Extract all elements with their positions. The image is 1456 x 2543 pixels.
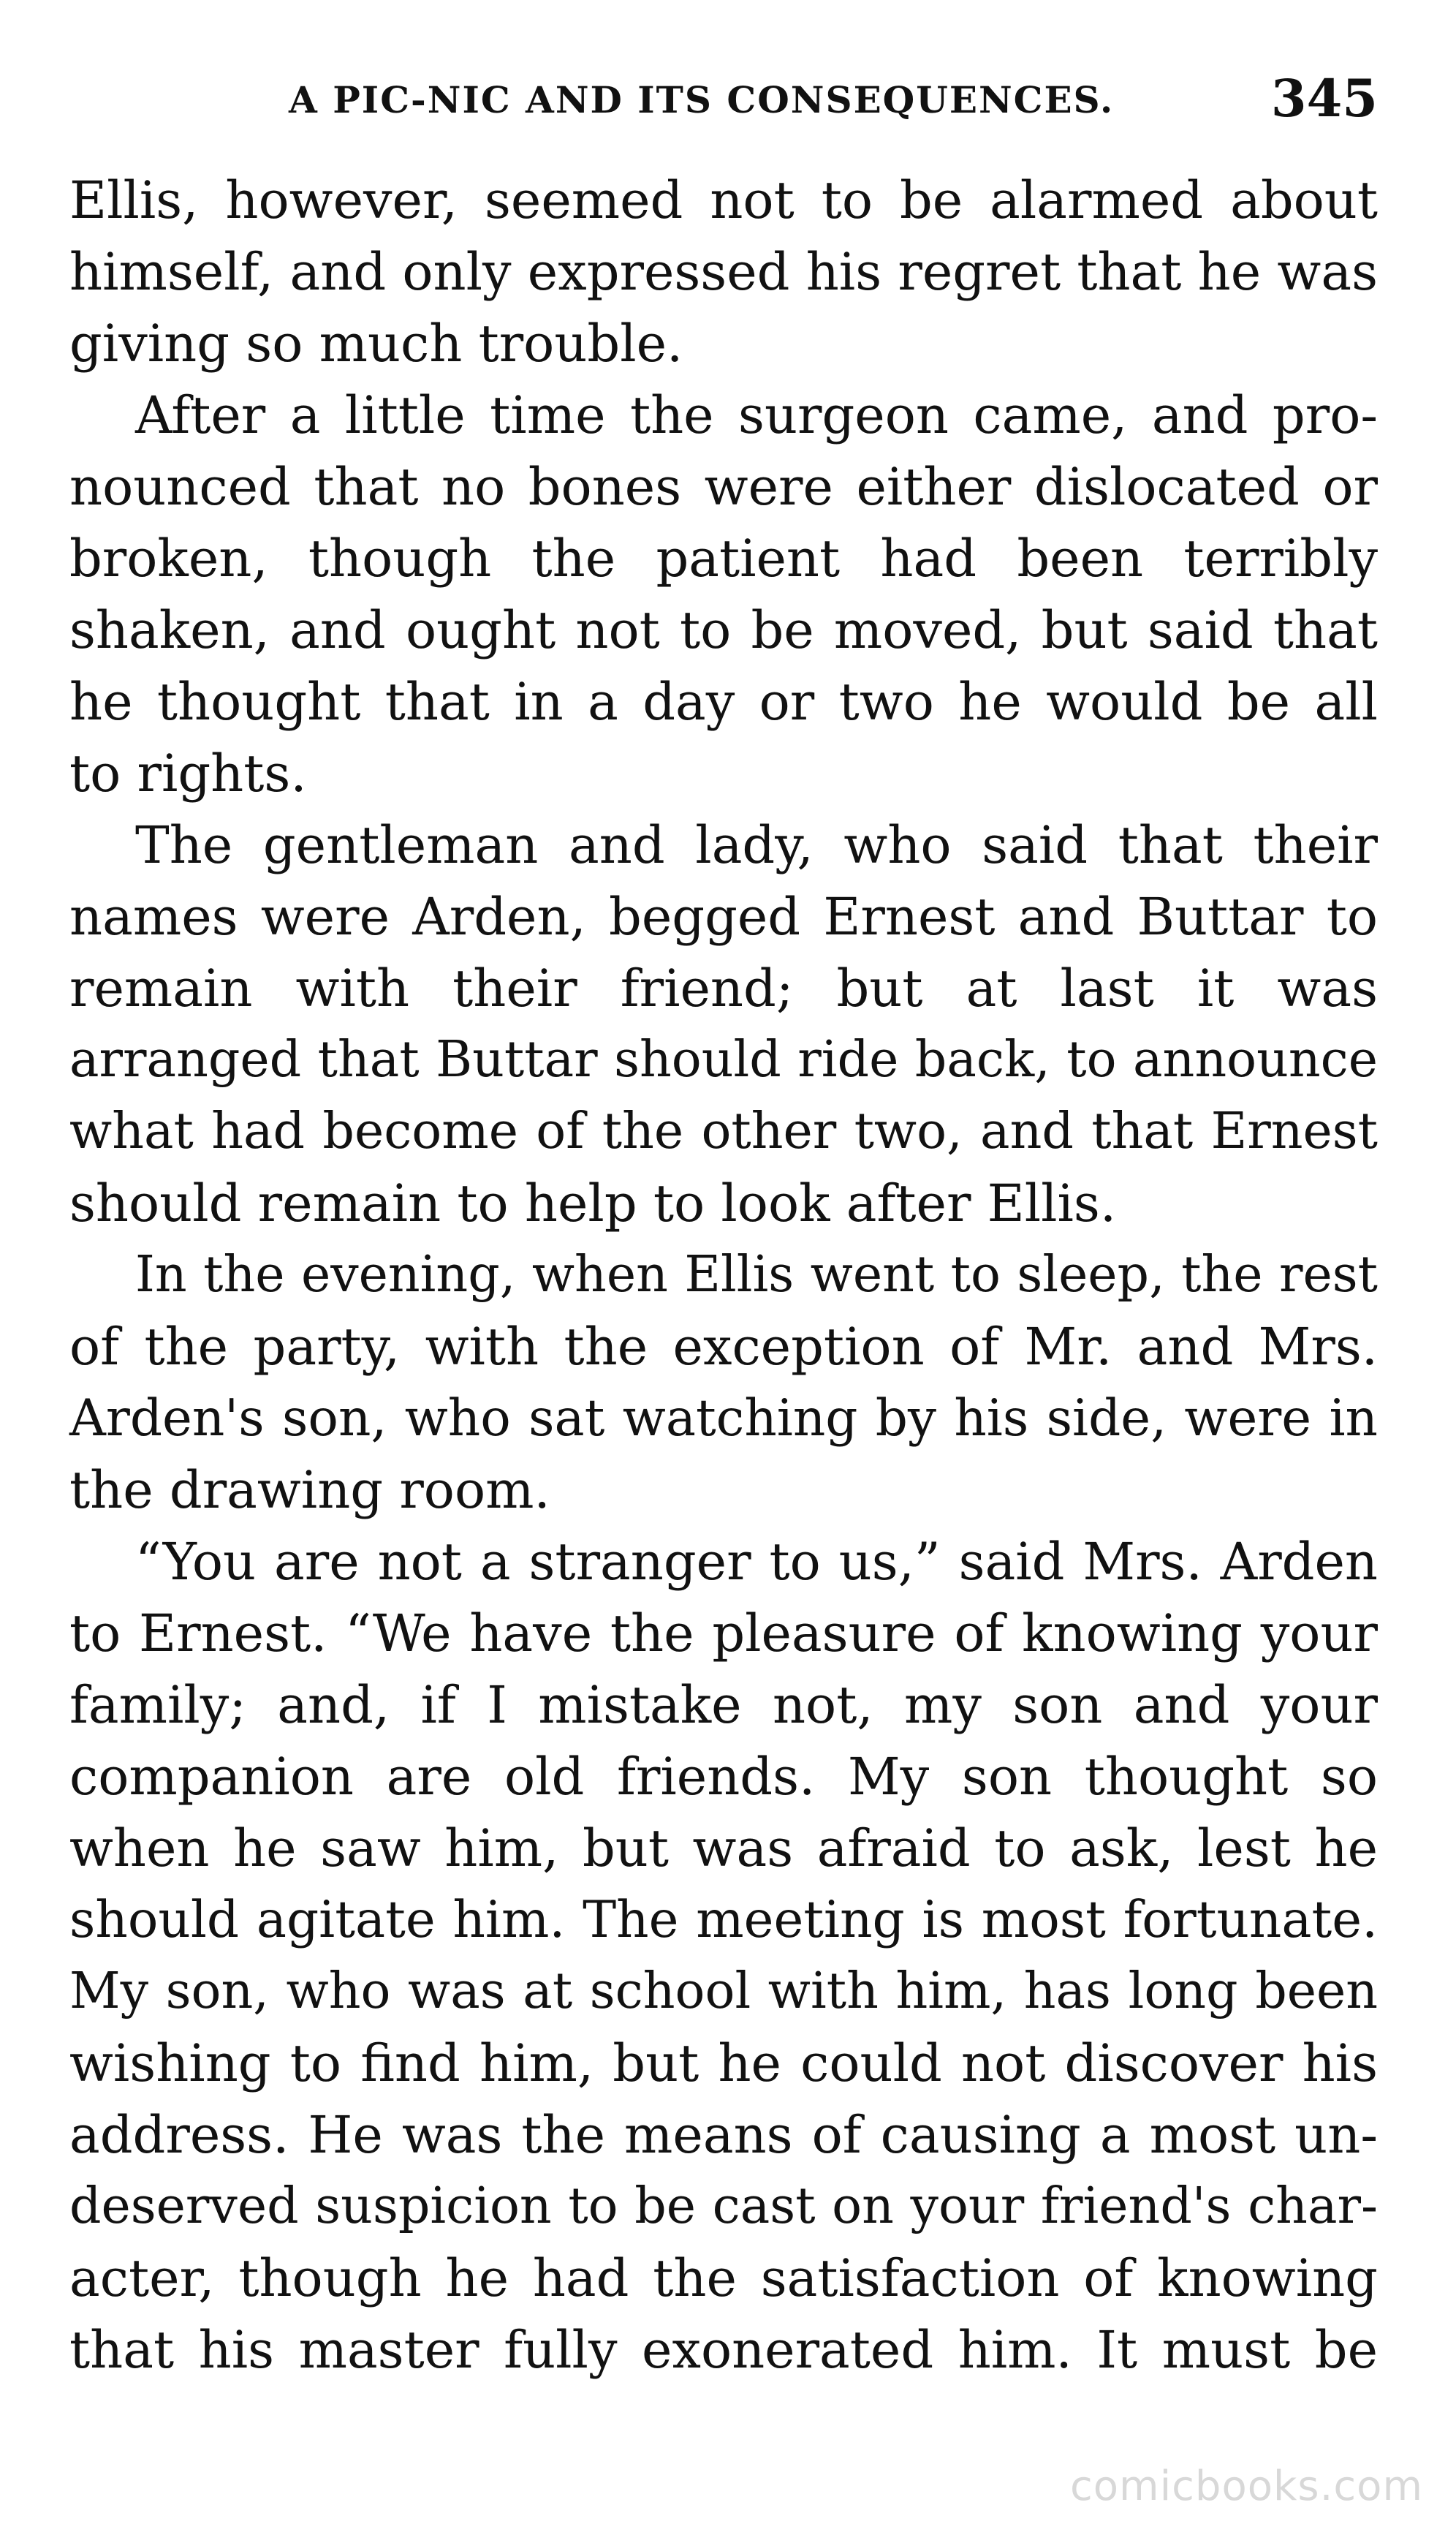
text-line: himself, and only expressed his regret that he was — [69, 242, 1378, 302]
text-line: acter, though he had the satisfaction of knowing — [69, 2248, 1378, 2308]
text-line: In the evening, when Ellis went to sleep, the rest — [135, 1246, 1378, 1304]
text-line: deserved suspicion to be cast on your friend's char- — [69, 2177, 1378, 2235]
watermark: comicbooks.com — [1069, 2463, 1423, 2510]
text-line: of the party, with the exception of Mr. and Mrs. — [69, 1317, 1378, 1377]
running-header — [289, 62, 1378, 150]
text-line: names were Arden, begged Ernest and Buttar to — [69, 887, 1378, 947]
text-line: companion are old friends. My son thought so — [69, 1747, 1378, 1807]
text-line: family; and, if I mistake not, my son and your — [69, 1675, 1378, 1735]
text-line: After a little time the surgeon came, and pro- — [135, 385, 1378, 445]
text-line: when he saw him, but was afraid to ask, lest he — [69, 1818, 1378, 1878]
running-title: A PIC-NIC AND ITS CONSEQUENCES. — [289, 78, 1115, 121]
text-line: My son, who was at school with him, has long been — [69, 1962, 1378, 2020]
text-line: broken, though the patient had been terribly — [69, 529, 1378, 589]
text-line: Arden's son, who sat watching by his side, were in — [69, 1389, 1378, 1448]
text-line: remain with their friend; but at last it was — [69, 959, 1378, 1019]
text-line: nounced that no bones were either dislocated or — [69, 457, 1378, 517]
text-line: that his master fully exonerated him. It must be — [69, 2320, 1378, 2380]
text-line: “You are not a stranger to us,” said Mrs. Arden — [135, 1532, 1378, 1592]
text-line: he thought that in a day or two he would be all — [69, 672, 1378, 732]
text-line: the drawing room. — [69, 1460, 550, 1520]
text-line: shaken, and ought not to be moved, but said that — [69, 600, 1378, 660]
body-text — [69, 165, 1378, 2386]
text-line: address. He was the means of causing a most un- — [69, 2105, 1378, 2165]
text-line: what had become of the other two, and that Ernest — [69, 1103, 1378, 1160]
text-line: to Ernest. “We have the pleasure of knowing your — [69, 1603, 1378, 1663]
text-line: should remain to help to look after Ellis. — [69, 1174, 1117, 1233]
text-line: wishing to find him, but he could not discover his — [69, 2033, 1378, 2093]
text-line: to rights. — [69, 744, 307, 804]
page-number: 345 — [1270, 68, 1378, 129]
text-line: giving so much trouble. — [69, 314, 683, 374]
text-line: arranged that Buttar should ride back, to announce — [69, 1031, 1378, 1089]
text-line: The gentleman and lady, who said that their — [135, 815, 1378, 875]
text-line: Ellis, however, seemed not to be alarmed about — [69, 170, 1378, 230]
text-line: should agitate him. The meeting is most fortunate. — [69, 1891, 1378, 1949]
